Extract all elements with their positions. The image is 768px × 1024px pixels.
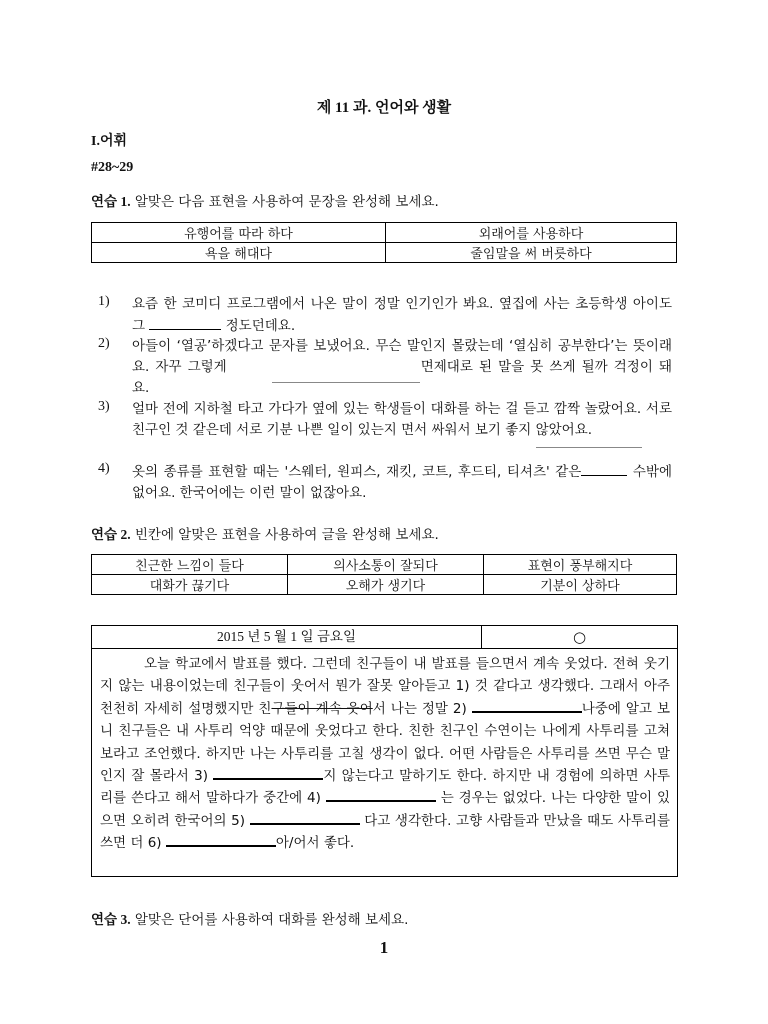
word-cell: 대화가 끊기다 [92,575,288,595]
question-text: 수밖에 없어요. 한국어에는 이런 말이 없잖아요. [132,464,672,501]
exercise-2-word-table [91,554,677,595]
diary-paragraph: 는 경우는 없었다. 나는 다양한 말이 있으면 오히려 한국어의 5) [100,790,670,829]
page-number: 1 [379,938,389,957]
question-text: 옷의 종류를 표현할 때는 '스웨터, 원피스, 재킷, 코트, 후드티, 티셔츠' 같은 [132,464,582,480]
weather-circle-icon: ○ [572,628,587,646]
diary-paragraph: 나는 정말 2) [390,700,472,717]
exercise-1-label: 연습 1. [91,194,131,209]
exercise-1-instruction: 알맞은 다음 표현을 사용하여 문장을 완성해 보세요. [134,194,439,210]
diary-paragraph: 서 [372,700,386,717]
question-text: 아들이 ‘열공’하겠다고 문자를 보냈어요. 무슨 말인지 몰랐는데 ‘열심히 공부한다’는 뜻이래요. 자꾸 그렇게 [132,338,672,375]
word-cell: 의사소통이 잘되다 [288,555,484,575]
word-cell: 표현이 풍부해지다 [484,555,677,575]
question-text: 면제대로 된 말을 못 쓰게 될까 걱정이 돼요. [132,359,672,396]
exercise-1-word-table [91,222,677,263]
diary-paragraph: 다고 생각한다. 고향 사람들과 만났을 때도 사투리를 쓰면 더 6) [100,812,670,852]
answer-blank-d6[interactable] [166,832,276,847]
diary-box [91,625,678,877]
diary-text [100,653,670,855]
question-number: 3) [98,399,110,414]
answer-blank-d3[interactable] [213,765,323,780]
strikethrough-text: 구들이 계속 웃어 [271,700,373,717]
diary-paragraph: 아/어서 좋다. [275,835,355,852]
answer-blank-2[interactable] [272,382,420,383]
exercise-2-label: 연습 2. [91,527,131,542]
exercise-3-label: 연습 3. [91,912,131,927]
exercise-2-heading [91,523,439,543]
exercise-2-instruction: 빈칸에 알맞은 표현을 사용하여 글을 완성해 보세요. [134,527,439,543]
answer-blank-d2[interactable] [472,698,582,713]
page-title: 제 11 과. 언어와 생활 [316,100,452,116]
diary-paragraph: 오늘 학교에서 발표를 했다. 그런데 친구들이 내 발표를 들으면서 계속 웃었다. 전혀 웃기지 않는 내용이었는데 친구들이 웃어서 뭔가 잘못 알아듣고 1) 것 같다고 생각했다. 그래서 아주 천천히 자세히 설명했지만 친 [100,656,670,717]
question-number: 2) [98,336,110,351]
answer-blank-3[interactable] [536,447,642,448]
answer-blank-4[interactable] [581,461,627,476]
page-reference: #28~29 [91,160,134,175]
question-text: 요즘 한 코미디 프로그램에서 나온 말이 정말 인기인가 봐요. 옆집에 사는 초등학생 아이도 그 [132,296,672,334]
section-heading: I.어휘 [91,134,127,149]
question-number: 1) [98,294,110,309]
word-cell: 기분이 상하다 [484,575,677,595]
word-cell: 오해가 생기다 [288,575,484,595]
diary-paragraph: 나중에 알고 보니 친구들은 내 사투리 억양 때문에 웃었다고 한다. 친한 친구인 수연이는 나에게 사투리를 고쳐 보라고 조언했다. 하지만 나는 사투리를 고칠 생각이 없다. 어떤 사람들은 사투리를 쓰면 무슨 말인지 잘 몰라서 3) [100,700,670,785]
word-cell: 욕을 해대다 [92,243,386,263]
word-cell: 유행어를 따라 하다 [92,223,386,243]
answer-blank-d4[interactable] [326,787,436,802]
question-number: 4) [98,461,110,476]
exercise-3-instruction: 알맞은 단어를 사용하여 대화를 완성해 보세요. [134,912,409,928]
diary-date: 2015 년 5 월 1 일 금요일 [92,626,482,648]
question-text: 얼마 전에 지하철 타고 가다가 옆에 있는 학생들이 대화를 하는 걸 듣고 깜짝 놀랐어요. 서로 친구인 것 같은데 서로 기분 나쁜 일이 있는지 면서 싸워서 보기 좋지 않았어요. [132,401,672,438]
diary-header [92,626,677,649]
word-cell: 친근한 느낌이 들다 [92,555,288,575]
word-cell: 외래어를 사용하다 [386,223,677,243]
exercise-1-heading [91,190,439,210]
answer-blank-1[interactable] [149,315,221,330]
diary-paragraph: 지 않는다고 말하기도 한다. 하지만 내 경험에 의하면 사투리를 쓴다고 해서 말하다가 중간에 4) [100,768,670,807]
exercise-3-heading [91,908,408,928]
question-text: 정도던데요. [221,318,296,334]
word-cell: 줄임말을 써 버릇하다 [386,243,677,263]
answer-blank-d5[interactable] [250,810,360,825]
